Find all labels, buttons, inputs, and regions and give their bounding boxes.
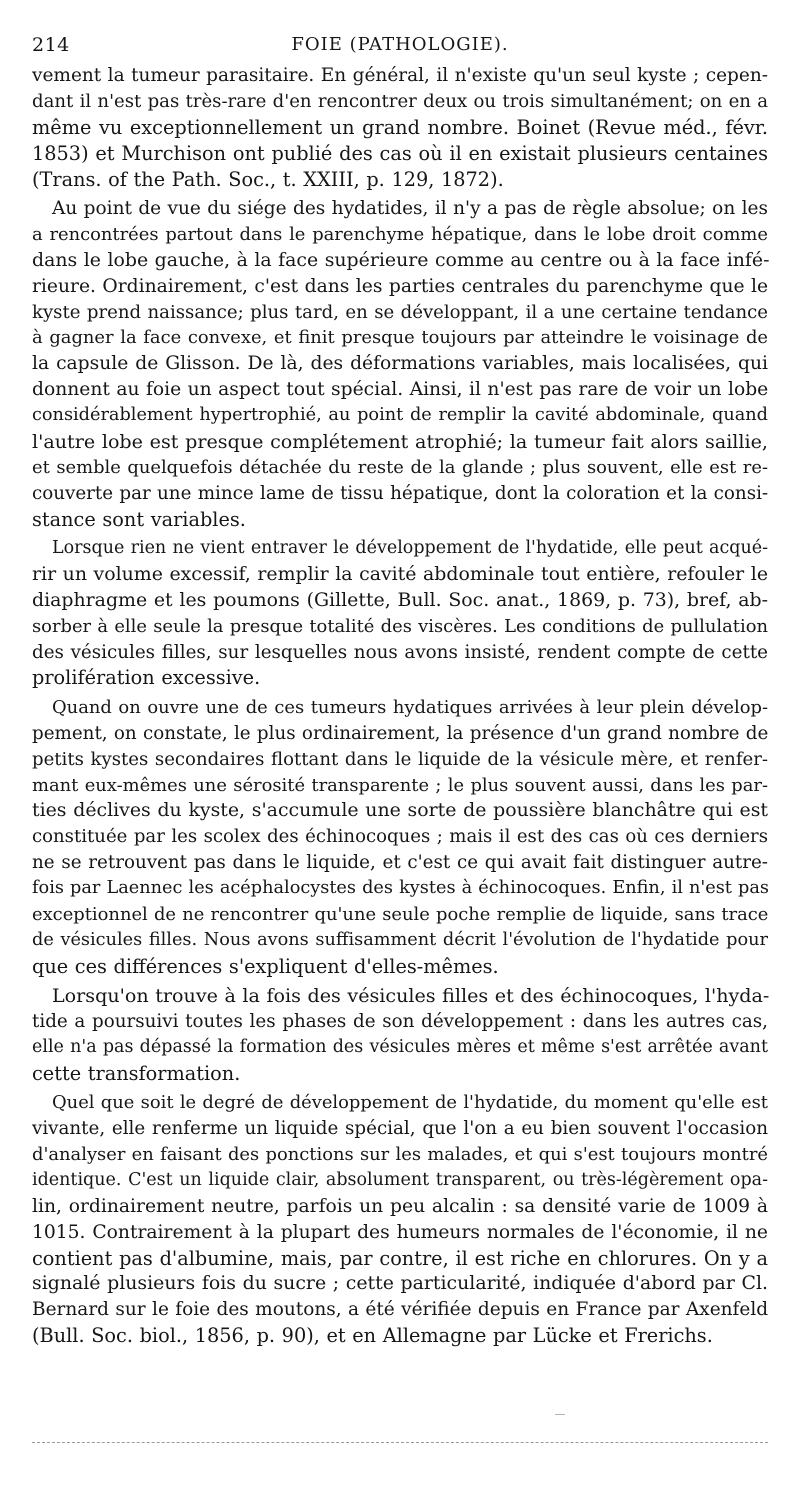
text-line: donnent au foie un aspect tout spécial. Ainsi, il n'est pas rare de voir un lobe bbox=[32, 379, 769, 401]
text-line: rir un volume excessif, remplir la cavité abdominale tout entière, refouler le bbox=[32, 562, 768, 585]
text-line: diaphragme et les poumons (Gillette, Bull. Soc. anat., 1869, p. 73), bref, ab- bbox=[32, 588, 768, 611]
text-line: contient pas d'albumine, mais, par contre, il est riche en chlorures. On y a bbox=[32, 1246, 768, 1270]
text-line: sorber à elle seule la presque totalité des viscères. Les conditions de pullulation bbox=[32, 615, 768, 637]
paragraph bbox=[32, 1090, 768, 1349]
paragraph bbox=[32, 63, 768, 192]
text-line: a rencontrées partout dans le parenchyme hépatique, dans le lobe droit comme bbox=[32, 223, 768, 245]
text-line: dans le lobe gauche, à la face supérieure comme au centre ou à la face infé- bbox=[32, 248, 770, 271]
text-line: elle n'a pas dépassé la formation des vésicules mères et même s'est arrêtée avant bbox=[32, 1036, 768, 1057]
text-line: considérablement hypertrophié, au point de remplir la cavité abdominale, quand bbox=[32, 405, 768, 426]
text-line: ties déclives du kyste, s'accumule une sorte de poussière blanchâtre qui est bbox=[32, 799, 768, 822]
text-line: couverte par une mince lame de tissu hépatique, dont la coloration et la consi- bbox=[32, 482, 769, 504]
text-line: rieure. Ordinairement, c'est dans les parties centrales du parenchyme que le bbox=[32, 275, 769, 297]
text-line: tide a poursuivi toutes les phases de son développement : dans les autres cas, bbox=[32, 1011, 768, 1033]
text-line: cette transformation. bbox=[32, 1061, 241, 1085]
paragraph bbox=[32, 983, 768, 1087]
text-line: Lorsque rien ne vient entraver le développement de l'hydatide, elle peut acqué- bbox=[52, 538, 768, 559]
text-line: des vésicules filles, sur lesquelles nous avons insisté, rendent compte de cette bbox=[32, 641, 768, 663]
running-title: FOIE (PATHOLOGIE). bbox=[291, 34, 509, 55]
text-line: Quand on ouvre une de ces tumeurs hydatiques arrivées à leur plein dévelop- bbox=[52, 696, 768, 718]
text-line: 1853) et Murchison ont publié des cas où il en existait plusieurs centaines bbox=[32, 141, 768, 165]
text-line: à gagner la face convexe, et finit presque toujours par atteindre le voisinage de bbox=[32, 327, 768, 349]
footer-mark bbox=[555, 1414, 565, 1415]
paragraph bbox=[32, 695, 768, 980]
text-line: même vu exceptionnellement un grand nombre. Boinet (Revue méd., févr. bbox=[32, 115, 768, 139]
page-number: 214 bbox=[32, 34, 70, 56]
text-line: dant il n'est pas très-rare d'en rencontrer deux ou trois simultanément; on en a bbox=[32, 90, 768, 112]
text-line: Lorsqu'on trouve à la fois des vésicules filles et des échinocoques, l'hyda- bbox=[52, 984, 770, 1008]
text-line: lin, ordinairement neutre, parfois un peu alcalin : sa densité varie de 1009 à bbox=[32, 1195, 768, 1217]
text-line: Quel que soit le degré de développement de l'hydatide, du moment qu'elle est bbox=[52, 1092, 768, 1114]
paragraph bbox=[32, 196, 768, 533]
text-line: de vésicules filles. Nous avons suffisamment décrit l'évolution de l'hydatide pour bbox=[32, 929, 768, 950]
text-line: pement, on constate, le plus ordinairement, la présence d'un grand nombre de bbox=[32, 722, 769, 744]
text-line: constituée par les scolex des échinocoques ; mais il est des cas où ces derniers bbox=[32, 826, 768, 848]
page-header bbox=[32, 34, 768, 62]
text-line: prolifération excessive. bbox=[32, 666, 261, 690]
text-line: d'analyser en faisant des ponctions sur les malades, et qui s'est toujours montré bbox=[32, 1144, 768, 1166]
text-line: fois par Laennec les acéphalocystes des kystes à échinocoques. Enfin, il n'est pas bbox=[32, 878, 769, 899]
text-line: signalé plusieurs fois du sucre ; cette particularité, indiquée d'abord par Cl. bbox=[32, 1272, 768, 1295]
text-line: (Trans. of the Path. Soc., t. XXIII, p. 129, 1872). bbox=[32, 167, 504, 191]
text-line: 1015. Contrairement à la plupart des humeurs normales de l'économie, il ne bbox=[32, 1221, 768, 1243]
text-line: petits kystes secondaires flottant dans le liquide de la vésicule mère, et renfer- bbox=[32, 748, 768, 770]
text-line: que ces différences s'expliquent d'elles-mêmes. bbox=[32, 954, 499, 978]
footer-rule bbox=[32, 1442, 768, 1443]
text-line: kyste prend naissance; plus tard, en se développant, il a une certaine tendance bbox=[32, 301, 768, 323]
paragraph bbox=[32, 536, 768, 691]
text-line: mant eux-mêmes une sérosité transparente ; le plus souvent aussi, dans les par- bbox=[32, 774, 768, 796]
text-line: ne se retrouvent pas dans le liquide, et c'est ce qui avait fait distinguer autre- bbox=[32, 852, 768, 874]
text-line: (Bull. Soc. biol., 1856, p. 90), et en Allemagne par Lücke et Frerichs. bbox=[32, 1324, 713, 1348]
body-text bbox=[32, 63, 768, 1353]
text-line: stance sont variables. bbox=[32, 507, 246, 531]
text-line: l'autre lobe est presque complétement atrophié; la tumeur fait alors saillie, bbox=[32, 429, 768, 453]
text-line: la capsule de Glisson. De là, des déformations variables, mais localisées, qui bbox=[32, 353, 768, 375]
text-line: et semble quelquefois détachée du reste de la glande ; plus souvent, elle est re- bbox=[32, 456, 768, 478]
text-line: Au point de vue du siége des hydatides, il n'y a pas de règle absolue; on les bbox=[52, 197, 768, 219]
text-line: vivante, elle renferme un liquide spécial, que l'on a eu bien souvent l'occasion bbox=[32, 1118, 768, 1140]
text-line: vement la tumeur parasitaire. En général, il n'existe qu'un seul kyste ; cepen- bbox=[32, 65, 768, 86]
text-line: Bernard sur le foie des moutons, a été vérifiée depuis en France par Axenfeld bbox=[32, 1299, 769, 1321]
text-line: identique. C'est un liquide clair, absolument transparent, ou très-légèrement opa- bbox=[32, 1169, 768, 1190]
text-line: exceptionnel de ne rencontrer qu'une seule poche remplie de liquide, sans trace bbox=[32, 904, 769, 925]
